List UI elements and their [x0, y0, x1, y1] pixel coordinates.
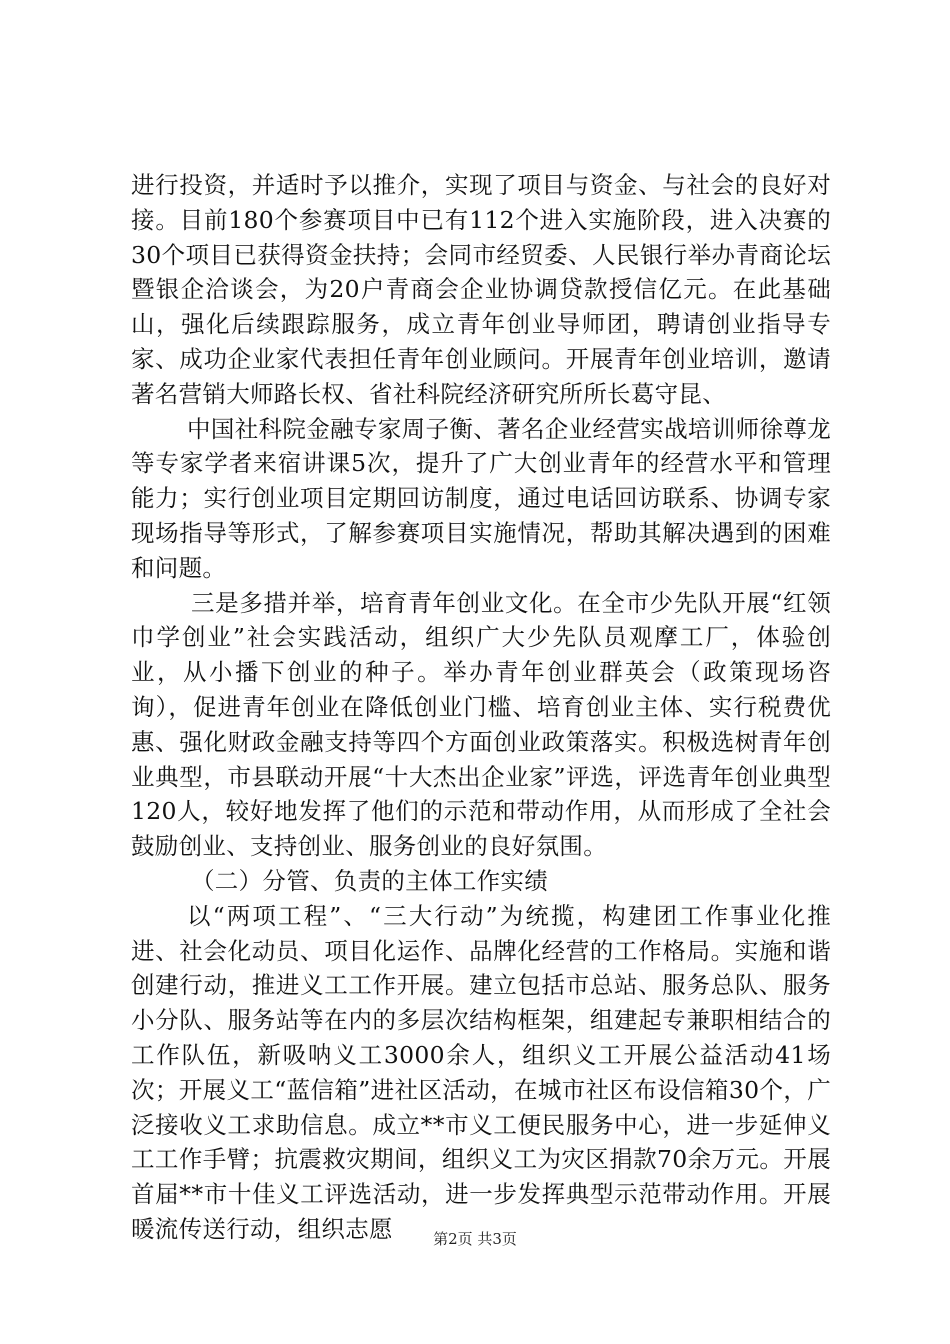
- page-footer: 第2页 共3页: [433, 1230, 517, 1248]
- section-heading: （二）分管、负责的主体工作实绩: [191, 866, 548, 895]
- paragraph-main-work: 以“两项工程”、“三大行动”为统揽，构建团工作事业化推进、社会化动员、项目化运作、品牌化经营的工作格局。实施和谐创建行动，推进义工工作开展。建立包括市总站、服务总队、服务小分队、服务站等在内的多层次结构框架，组建起专兼职相结合的工作队伍，新吸呐义工3000余人，组织义工开展公益活动41场次；开展义工“蓝信箱”进社区活动，在城市社区布设信箱30个，广泛接收义工求助信息。成立**市义工便民服务中心，进一步延伸义工工作手臂；抗震救灾期间，组织义工为灾区捐款70余万元。开展首届**市十佳义工评选活动，进一步发挥典型示范带动作用。开展暖流传送行动，组织志愿: [131, 901, 831, 1243]
- paragraph-continuation: 进行投资，并适时予以推介，实现了项目与资金、与社会的良好对接。目前180个参赛项目中已有112个进入实施阶段，进入决赛的30个项目已获得资金扶持；会同市经贸委、人民银行举办青商论坛暨银企洽谈会，为20户青商会企业协调贷款授信亿元。在此基础山，强化后续跟踪服务，成立青年创业导师团，聘请创业指导专家、成功企业家代表担任青年创业顾问。开展青年创业培训，邀请著名营销大师路长权、省社科院经济研究所所长葛守昆、: [131, 171, 831, 408]
- paragraph-experts: 中国社科院金融专家周子衡、著名企业经营实战培训师徐尊龙等专家学者来宿讲课5次，提升了广大创业青年的经营水平和管理能力；实行创业项目定期回访制度，通过电话回访联系、协调专家现场指导等形式，了解参赛项目实施情况，帮助其解决遇到的困难和问题。: [131, 414, 831, 582]
- document-body: [131, 168, 831, 1247]
- paragraph-culture: 三是多措并举，培育青年创业文化。在全市少先队开展“红领巾学创业”社会实践活动，组织广大少先队员观摩工厂，体验创业，从小播下创业的种子。举办青年创业群英会（政策现场咨询），促进青年创业在降低创业门槛、培育创业主体、实行税费优惠、强化财政金融支持等四个方面创业政策落实。积极选树青年创业典型，市县联动开展“十大杰出企业家”评选，评选青年创业典型120人，较好地发挥了他们的示范和带动作用，从而形成了全社会鼓励创业、支持创业、服务创业的良好氛围。: [131, 588, 831, 861]
